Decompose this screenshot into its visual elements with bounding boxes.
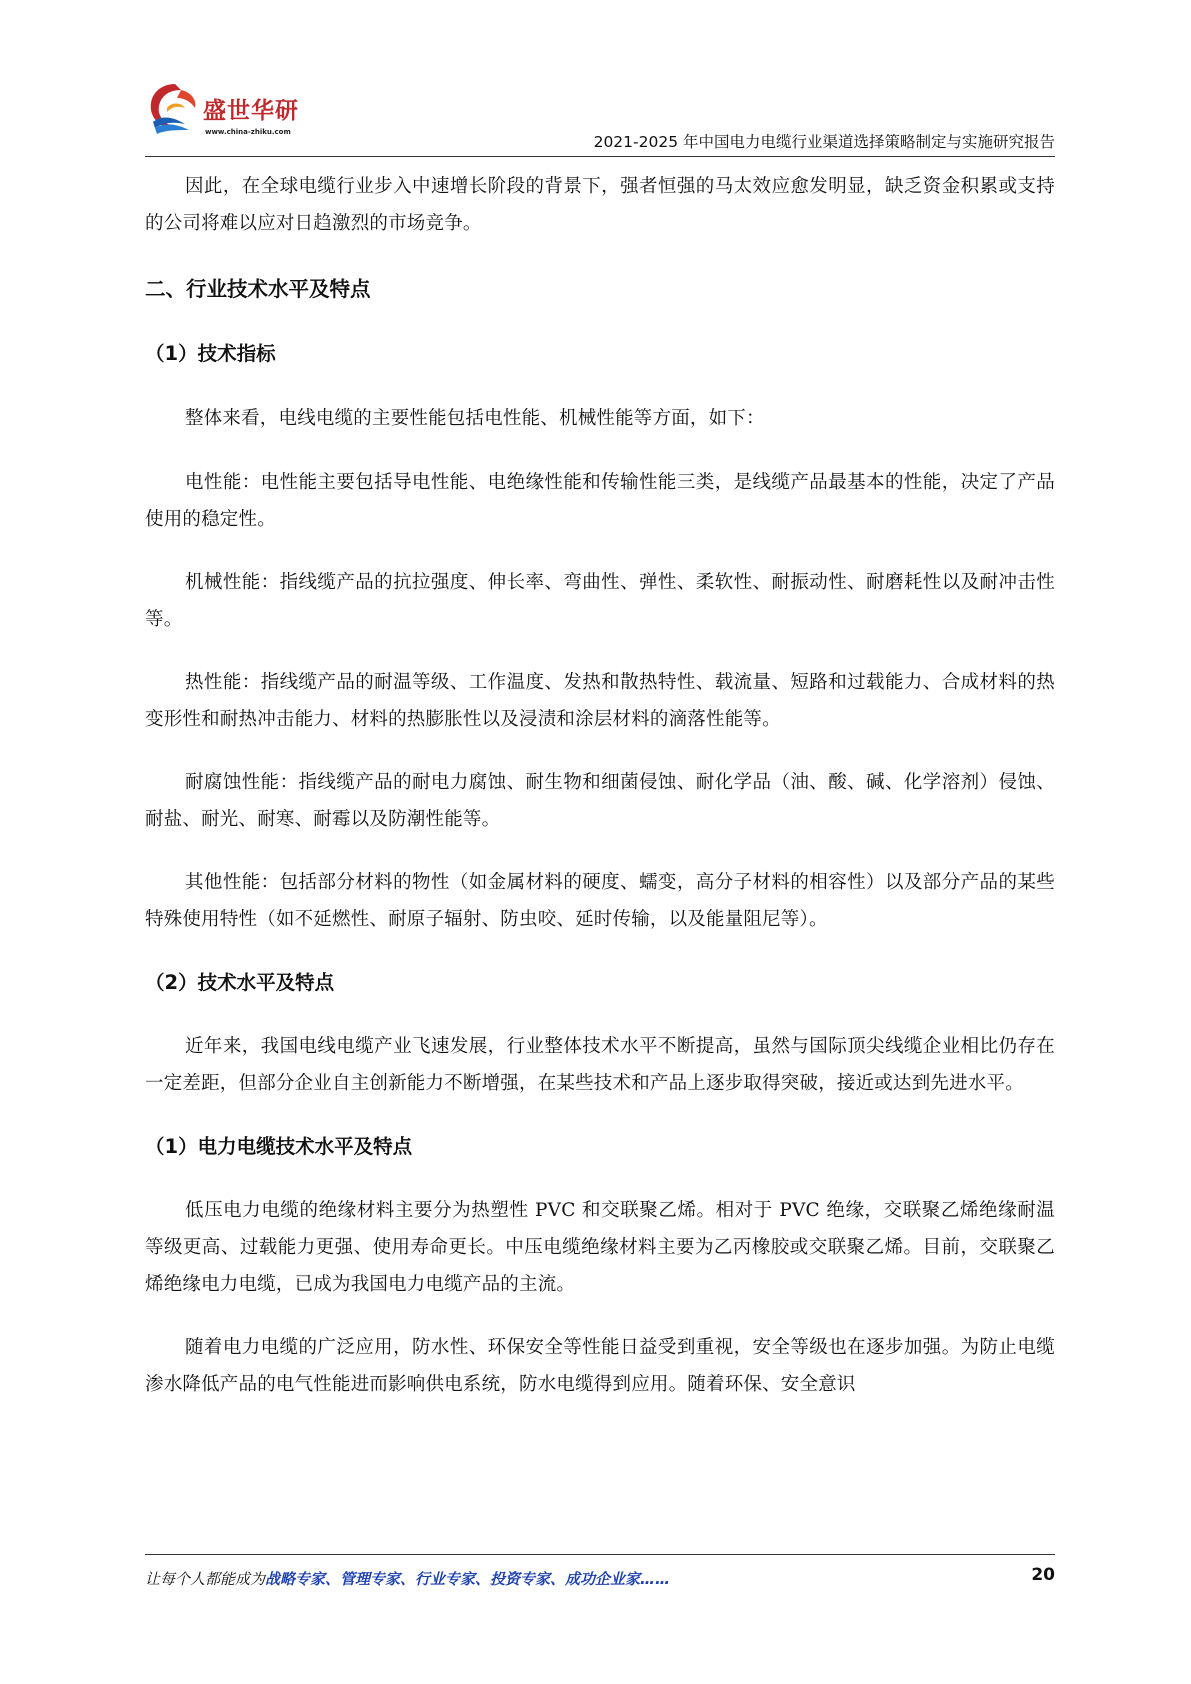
paragraph: 电性能：电性能主要包括导电性能、电绝缘性能和传输性能三类，是线缆产品最基本的性能，决定了产品使用的稳定性。	[145, 472, 1055, 530]
page-body	[145, 168, 1055, 1403]
slogan-prefix: 让每个人都能成为	[145, 1570, 266, 1588]
logo-emblem-icon	[145, 78, 205, 140]
paragraph: 低压电力电缆的绝缘材料主要分为热塑性 PVC 和交联聚乙烯。相对于 PVC 绝缘，交联聚乙烯绝缘耐温等级更高、过载能力更强、使用寿命更长。中压电缆绝缘材料主要为乙丙橡胶或交联聚乙烯。目前，交联聚乙烯绝缘电力电缆，已成为我国电力电缆产品的主流。	[145, 1200, 1055, 1295]
company-logo	[145, 78, 325, 144]
subsection-heading: （1）电力电缆技术水平及特点	[145, 1135, 413, 1158]
page-header	[145, 78, 1055, 151]
logo-url: www.china-zhiku.com	[205, 128, 291, 136]
footer-slogan	[145, 1568, 670, 1589]
paragraph: 热性能：指线缆产品的耐温等级、工作温度、发热和散热特性、载流量、短路和过载能力、合成材料的热变形性和耐热冲击能力、材料的热膨胀性以及浸渍和涂层材料的滴落性能等。	[145, 672, 1055, 730]
document-title: 2021-2025 年中国电力电缆行业渠道选择策略制定与实施研究报告	[593, 133, 1055, 151]
paragraph: 耐腐蚀性能：指线缆产品的耐电力腐蚀、耐生物和细菌侵蚀、耐化学品（油、酸、碱、化学溶剂）侵蚀、耐盐、耐光、耐寒、耐霉以及防潮性能等。	[145, 772, 1055, 830]
logo-text: 盛世华研	[203, 98, 299, 124]
paragraph: 近年来，我国电线电缆产业飞速发展，行业整体技术水平不断提高，虽然与国际顶尖线缆企业相比仍存在一定差距，但部分企业自主创新能力不断增强，在某些技术和产品上逐步取得突破，接近或达到先进水平。	[145, 1036, 1055, 1094]
subsection-heading: （1）技术指标	[145, 342, 276, 365]
section-heading: 二、行业技术水平及特点	[145, 277, 371, 301]
footer-divider	[145, 1554, 1055, 1555]
paragraph: 整体来看，电线电缆的主要性能包括电性能、机械性能等方面，如下：	[185, 408, 765, 429]
paragraph: 随着电力电缆的广泛应用，防水性、环保安全等性能日益受到重视，安全等级也在逐步加强。为防止电缆渗水降低产品的电气性能进而影响供电系统，防水电缆得到应用。随着环保、安全意识	[145, 1337, 1055, 1395]
page-number: 20	[1031, 1565, 1055, 1585]
paragraph: 其他性能：包括部分材料的物性（如金属材料的硬度、蠕变，高分子材料的相容性）以及部分产品的某些特殊使用特性（如不延燃性、耐原子辐射、防虫咬、延时传输，以及能量阻尼等）。	[145, 872, 1055, 930]
header-divider	[145, 156, 1055, 157]
paragraph: 因此，在全球电缆行业步入中速增长阶段的背景下，强者恒强的马太效应愈发明显，缺乏资金积累或支持的公司将难以应对日趋激烈的市场竞争。	[145, 176, 1055, 234]
paragraph: 机械性能：指线缆产品的抗拉强度、伸长率、弯曲性、弹性、柔软性、耐振动性、耐磨耗性以及耐冲击性等。	[145, 572, 1055, 630]
subsection-heading: （2）技术水平及特点	[145, 971, 335, 994]
slogan-highlight: 战略专家、管理专家、行业专家、投资专家、成功企业家……	[265, 1570, 671, 1588]
